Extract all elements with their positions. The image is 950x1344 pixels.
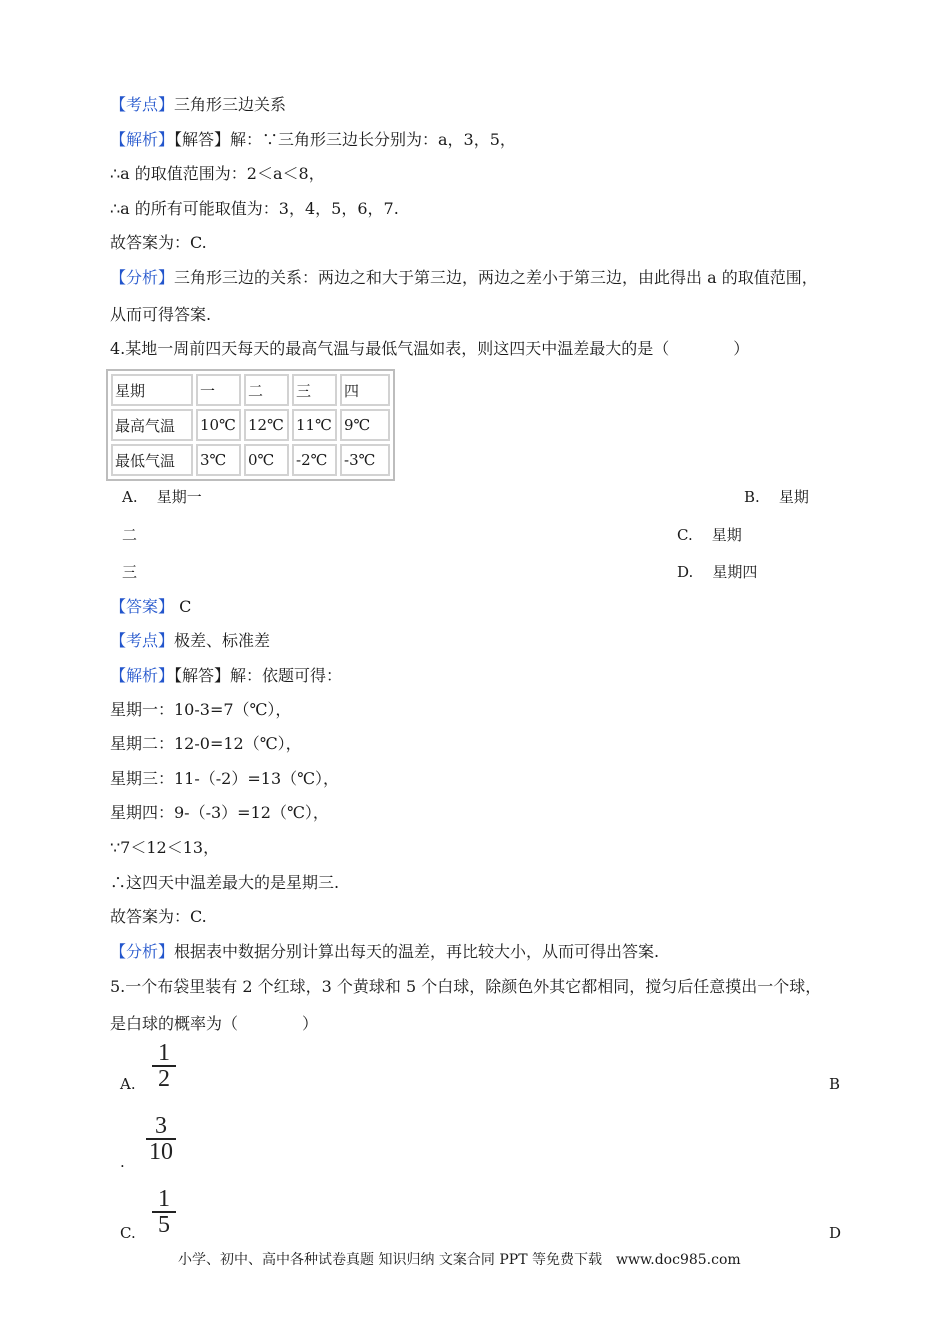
option-label: D.	[677, 563, 694, 581]
fraction-numerator: 3	[155, 1113, 167, 1139]
q5-option-b-fraction	[146, 1115, 176, 1163]
q4-fenxi-line	[110, 942, 659, 962]
q4-kaodian-line	[110, 631, 270, 651]
q5-option-a-label: A.	[120, 1075, 136, 1093]
calc-line: 星期二：12-0=12（℃），	[110, 734, 302, 753]
jiexi-text: 【解答】解：依题可得：	[174, 666, 343, 685]
q5-stem: 5.一个布袋里装有 2 个红球，3 个黄球和 5 个白球，除颜色外其它都相同，搅匀后任意摸出一个球，	[110, 977, 822, 996]
option-text: 星期四	[712, 563, 758, 581]
option-label: C.	[677, 526, 693, 544]
q5-stem-cont: 是白球的概率为（ ）	[110, 1014, 319, 1033]
answer-text: C	[174, 597, 192, 616]
q5-option-b-label: B	[829, 1075, 841, 1093]
option-label: A.	[122, 488, 138, 506]
q3-jiexi-line	[110, 130, 516, 150]
q3-fenxi-cont: 从而可得答案.	[110, 305, 212, 324]
table-cell: -2℃	[292, 444, 337, 476]
option-text: 星期	[711, 526, 742, 544]
calc-line: ∴这四天中温差最大的是星期三.	[110, 873, 340, 892]
temperature-table	[106, 369, 395, 481]
q4-answer-line	[110, 597, 191, 617]
table-cell: 最低气温	[111, 444, 193, 476]
table-cell: 11℃	[292, 409, 337, 441]
calc-line: 星期四：9-（-3）=12（℃），	[110, 803, 329, 822]
fenxi-tag: 【分析】	[110, 268, 175, 287]
table-cell: 星期	[111, 374, 193, 406]
jiexi-tag: 【解析】	[110, 130, 175, 149]
table-cell: 12℃	[244, 409, 289, 441]
option-text: 星期一	[156, 488, 202, 506]
table-cell: 二	[244, 374, 289, 406]
fraction-numerator: 1	[158, 1040, 170, 1066]
q4-option-b-cont: 二	[122, 526, 138, 544]
q5-option-c-fraction	[152, 1188, 176, 1236]
q4-option-c	[677, 525, 742, 545]
fraction-denominator: 10	[149, 1139, 173, 1165]
table-cell: 四	[340, 374, 390, 406]
table-header-row	[111, 374, 390, 406]
fenxi-text: 根据表中数据分别计算出每天的温差，再比较大小，从而可得出答案.	[174, 942, 660, 961]
table-cell: 最高气温	[111, 409, 193, 441]
calc-line: 故答案为：C.	[110, 907, 207, 926]
calc-line: 星期三：11-（-2）=13（℃），	[110, 769, 340, 788]
table-cell: 0℃	[244, 444, 289, 476]
fraction-denominator: 5	[158, 1212, 170, 1238]
table-cell: 9℃	[340, 409, 390, 441]
q5-option-d-label: D	[829, 1224, 842, 1242]
q4-option-a	[122, 487, 202, 507]
q3-range-line: ∴a 的取值范围为：2＜a＜8，	[110, 164, 325, 183]
calc-line: 星期一：10-3=7（℃），	[110, 700, 292, 719]
page-footer: 小学、初中、高中各种试卷真题 知识归纳 文案合同 PPT 等免费下载 www.doc985.com	[178, 1252, 741, 1268]
q3-kaodian-line	[110, 95, 286, 115]
table-cell: 10℃	[196, 409, 241, 441]
option-label: B.	[744, 488, 760, 506]
q4-option-b	[744, 487, 809, 507]
table-cell: 三	[292, 374, 337, 406]
table-row	[111, 409, 390, 441]
q5-option-b-dot: .	[120, 1153, 125, 1171]
q5-option-a-fraction	[152, 1042, 176, 1090]
jiexi-text: 【解答】解：∵三角形三边长分别为：a，3，5，	[174, 130, 516, 149]
q4-jiexi-line	[110, 666, 342, 686]
kaodian-text: 三角形三边关系	[174, 95, 287, 114]
table-row	[111, 444, 390, 476]
fraction-numerator: 1	[158, 1186, 170, 1212]
q5-option-c-label: C.	[120, 1224, 136, 1242]
q4-stem: 4.某地一周前四天每天的最高气温与最低气温如表，则这四天中温差最大的是（ ）	[110, 339, 750, 358]
jiexi-tag: 【解析】	[110, 666, 175, 685]
table-cell: 一	[196, 374, 241, 406]
kaodian-tag: 【考点】	[110, 95, 175, 114]
q4-option-c-cont: 三	[122, 563, 138, 581]
table-cell: 3℃	[196, 444, 241, 476]
fraction-denominator: 2	[158, 1066, 170, 1092]
q4-option-d	[677, 562, 757, 582]
fenxi-text: 三角形三边的关系：两边之和大于第三边，两边之差小于第三边，由此得出 a 的取值范围，	[174, 268, 818, 287]
option-text: 星期	[778, 488, 809, 506]
q3-answer-line: 故答案为：C.	[110, 233, 207, 252]
kaodian-tag: 【考点】	[110, 631, 175, 650]
kaodian-text: 极差、标准差	[174, 631, 271, 650]
table-cell: -3℃	[340, 444, 390, 476]
calc-line: ∵7＜12＜13，	[110, 838, 220, 857]
answer-tag: 【答案】	[110, 597, 175, 616]
fenxi-tag: 【分析】	[110, 942, 175, 961]
q3-values-line: ∴a 的所有可能取值为：3，4，5，6，7.	[110, 199, 399, 218]
q3-fenxi-line	[110, 268, 818, 288]
